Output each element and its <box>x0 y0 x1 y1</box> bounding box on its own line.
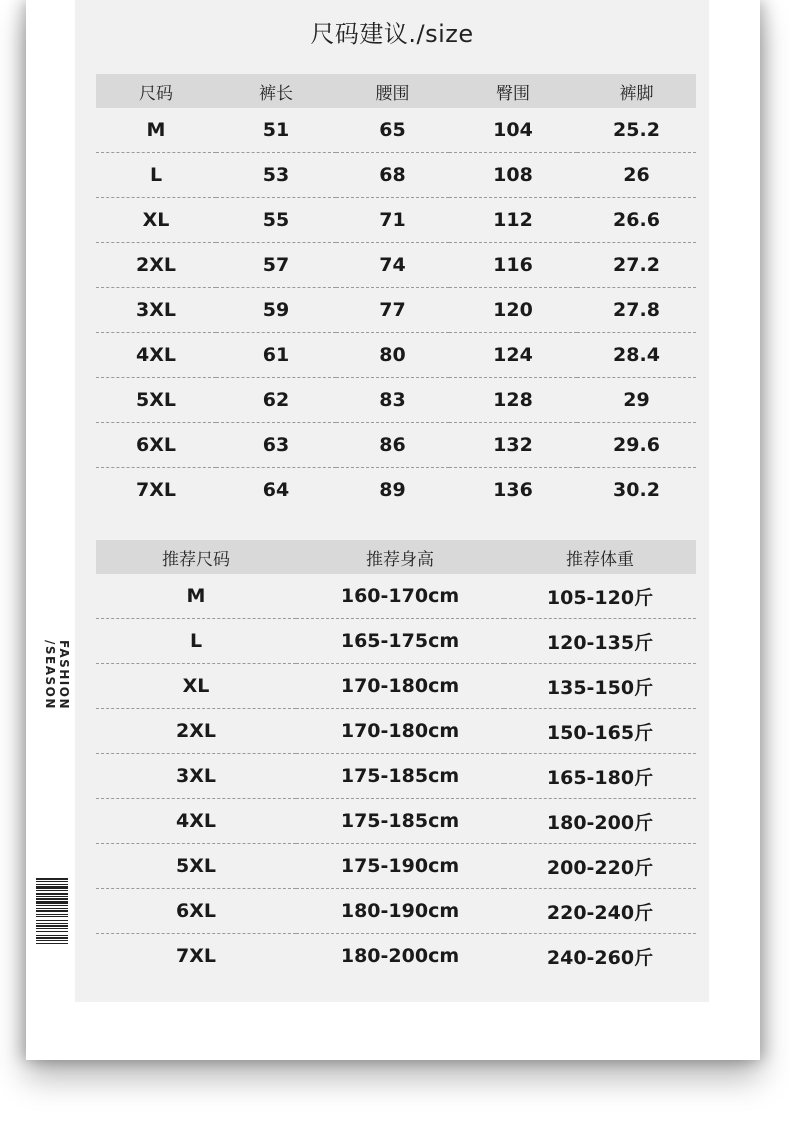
table-cell: 175-185cm <box>296 799 504 844</box>
table-cell: 3XL <box>96 288 216 333</box>
table-cell: 57 <box>216 243 336 288</box>
table-row <box>96 198 696 243</box>
header-cell: 推荐体重 <box>504 540 696 574</box>
table-row <box>96 619 696 664</box>
table-cell: 105-120斤 <box>504 574 696 619</box>
table-cell: 120-135斤 <box>504 619 696 664</box>
table-cell: 132 <box>449 423 577 468</box>
table-cell: 240-260斤 <box>546 946 654 969</box>
table-cell: L <box>96 619 296 664</box>
table-cell: 160-170cm <box>296 574 504 619</box>
table-cell: 27.2 <box>577 243 696 288</box>
table-cell: XL <box>96 664 296 709</box>
page-title: 尺码建议./size <box>310 20 474 48</box>
table-cell: 180-200cm <box>340 945 460 967</box>
table-row <box>96 243 696 288</box>
table-row <box>96 378 696 423</box>
header-cell: 裤脚 <box>577 74 696 108</box>
table-row <box>96 108 696 153</box>
table-row <box>96 844 696 889</box>
header-cell: 臀围 <box>449 74 577 108</box>
table-cell: 112 <box>449 198 577 243</box>
table-row <box>96 664 696 709</box>
size-table <box>96 74 696 512</box>
header-cell: 推荐尺码 <box>96 540 296 574</box>
table-cell: 68 <box>336 153 449 198</box>
table-cell: 4XL <box>96 333 216 378</box>
table-cell: 28.4 <box>577 333 696 378</box>
table-cell: 104 <box>449 108 577 153</box>
table-cell: 80 <box>336 333 449 378</box>
table-cell: XL <box>96 198 216 243</box>
table-cell: 200-220斤 <box>504 844 696 889</box>
table-cell: 26 <box>577 153 696 198</box>
table-cell: 74 <box>336 243 449 288</box>
table-row <box>96 288 696 333</box>
table-cell: 175-185cm <box>296 754 504 799</box>
table-cell: 29.6 <box>577 423 696 468</box>
table-cell: 3XL <box>96 754 296 799</box>
header-cell: 推荐身高 <box>296 540 504 574</box>
table-row <box>96 153 696 198</box>
table-cell: 180-190cm <box>296 889 504 934</box>
table-cell: 30.2 <box>613 479 660 501</box>
table-cell: 86 <box>336 423 449 468</box>
table-row <box>96 889 696 934</box>
table-cell: 83 <box>336 378 449 423</box>
header-cell: 裤长 <box>216 74 336 108</box>
table-cell: 136 <box>493 479 533 501</box>
table-cell: 175-190cm <box>296 844 504 889</box>
table-cell: 170-180cm <box>296 709 504 754</box>
table-cell: 4XL <box>96 799 296 844</box>
table-cell: 25.2 <box>577 108 696 153</box>
table-row <box>96 934 696 979</box>
table-cell: 135-150斤 <box>504 664 696 709</box>
recommendation-table <box>96 540 696 978</box>
table-cell: 27.8 <box>577 288 696 333</box>
table-row <box>96 423 696 468</box>
table-cell: 89 <box>379 479 406 501</box>
table-cell: 116 <box>449 243 577 288</box>
table-cell: 128 <box>449 378 577 423</box>
table-cell: 5XL <box>96 844 296 889</box>
table-cell: 53 <box>216 153 336 198</box>
table-cell: 124 <box>449 333 577 378</box>
header-cell: 尺码 <box>96 74 216 108</box>
table-cell: 180-200斤 <box>504 799 696 844</box>
header-cell: 腰围 <box>336 74 449 108</box>
barcode-icon <box>36 878 68 998</box>
table-cell: 65 <box>336 108 449 153</box>
table-cell: 7XL <box>176 945 216 967</box>
table-cell: 170-180cm <box>296 664 504 709</box>
recommendation-table-header <box>96 540 696 574</box>
table-row <box>96 574 696 619</box>
table-row <box>96 333 696 378</box>
table-cell: M <box>96 108 216 153</box>
table-cell: 108 <box>449 153 577 198</box>
table-cell: 2XL <box>96 243 216 288</box>
table-cell: 26.6 <box>577 198 696 243</box>
table-cell: 29 <box>577 378 696 423</box>
table-row <box>96 799 696 844</box>
table-cell: 61 <box>216 333 336 378</box>
table-cell: 220-240斤 <box>504 889 696 934</box>
table-cell: 5XL <box>96 378 216 423</box>
table-cell: 150-165斤 <box>504 709 696 754</box>
table-cell: 55 <box>216 198 336 243</box>
table-cell: 63 <box>216 423 336 468</box>
size-table-header <box>96 74 696 108</box>
table-row <box>96 754 696 799</box>
table-cell: 165-175cm <box>296 619 504 664</box>
table-cell: 62 <box>216 378 336 423</box>
table-cell: 64 <box>262 479 290 501</box>
table-cell: L <box>96 153 216 198</box>
table-cell: 6XL <box>96 889 296 934</box>
table-cell: 77 <box>336 288 449 333</box>
table-cell: 165-180斤 <box>504 754 696 799</box>
table-cell: 71 <box>336 198 449 243</box>
table-cell: 6XL <box>96 423 216 468</box>
table-cell: 7XL <box>136 479 176 501</box>
table-cell: M <box>96 574 296 619</box>
table-cell: 120 <box>449 288 577 333</box>
fashion-season-label: FASHION /SEASON <box>43 640 71 711</box>
table-cell: 51 <box>216 108 336 153</box>
table-row <box>96 709 696 754</box>
table-cell: 59 <box>216 288 336 333</box>
table-row <box>96 468 696 513</box>
table-cell: 2XL <box>96 709 296 754</box>
